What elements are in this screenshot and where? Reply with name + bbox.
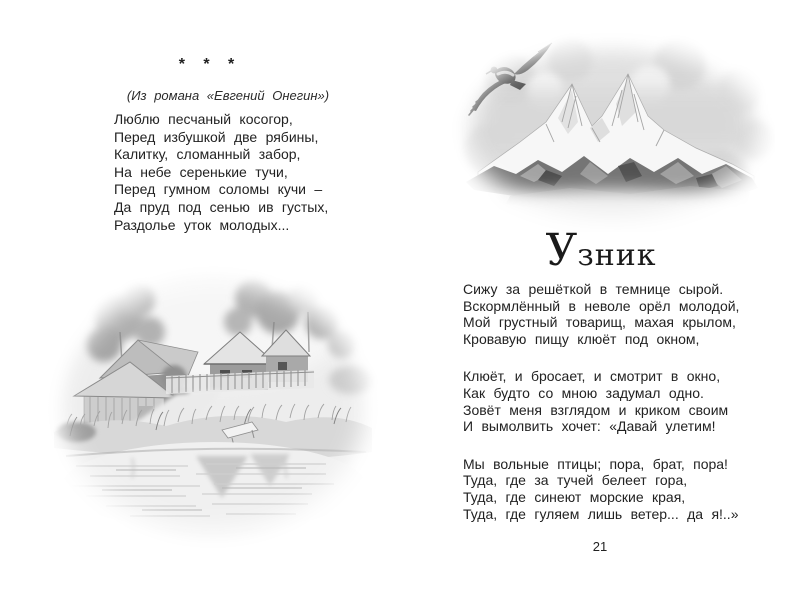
- poem-line: Клюёт, и бросает, и смотрит в окно,: [463, 368, 721, 385]
- poem-line: На небе серенькие тучи,: [114, 163, 288, 180]
- poem-line: Люблю песчаный косогор,: [114, 111, 293, 127]
- poem-line: Перед гумном соломы кучи –: [114, 181, 323, 198]
- poem-title: [455, 225, 747, 277]
- poem-line: Туда, где за тучей белеет гора,: [463, 472, 688, 489]
- poem-line: Зовёт меня взглядом и криком своим: [463, 401, 729, 418]
- poem-line: Перед избушкой две рябины,: [114, 128, 319, 145]
- section-marker: * * *: [178, 56, 237, 73]
- stanza: [463, 281, 739, 347]
- poem-line: Туда, где синеют морские края,: [463, 488, 686, 505]
- poem-line: Мы вольные птицы; пора, брат, пора!: [463, 455, 728, 472]
- poem-line: Кровавую пищу клюёт под окном,: [463, 330, 700, 347]
- poem-line: Как будто со мною задумал одно.: [463, 384, 704, 401]
- eagle-mountains-illustration: [450, 30, 775, 232]
- poem-line: Мой грустный товарищ, махая крылом,: [463, 314, 736, 331]
- poem-line: Туда, где гуляем лишь ветер... да я!..»: [463, 505, 739, 522]
- poem-line: Вскормлённый в неволе орёл молодой,: [463, 297, 740, 314]
- page-number: 21: [592, 539, 608, 554]
- poem-line: Раздолье уток молодых...: [114, 216, 290, 233]
- poem-line: Сижу за решёткой в темнице сырой.: [463, 281, 724, 297]
- poem-attribution: (Из романа «Евгений Онегин»): [126, 88, 330, 103]
- stanza: [463, 456, 739, 522]
- stanza: [463, 368, 739, 434]
- uznik-poem: [463, 281, 739, 543]
- poem-line: Да пруд под сенью ив густых,: [114, 198, 329, 215]
- title-rest: зник: [577, 238, 657, 273]
- poem-line: Калитку, сломанный забор,: [114, 146, 301, 163]
- onegin-poem-excerpt: [114, 111, 328, 234]
- village-pond-illustration: [46, 260, 380, 550]
- title-initial: У: [545, 225, 578, 276]
- poem-line: И вымолвить хочет: «Давай улетим!: [463, 418, 716, 435]
